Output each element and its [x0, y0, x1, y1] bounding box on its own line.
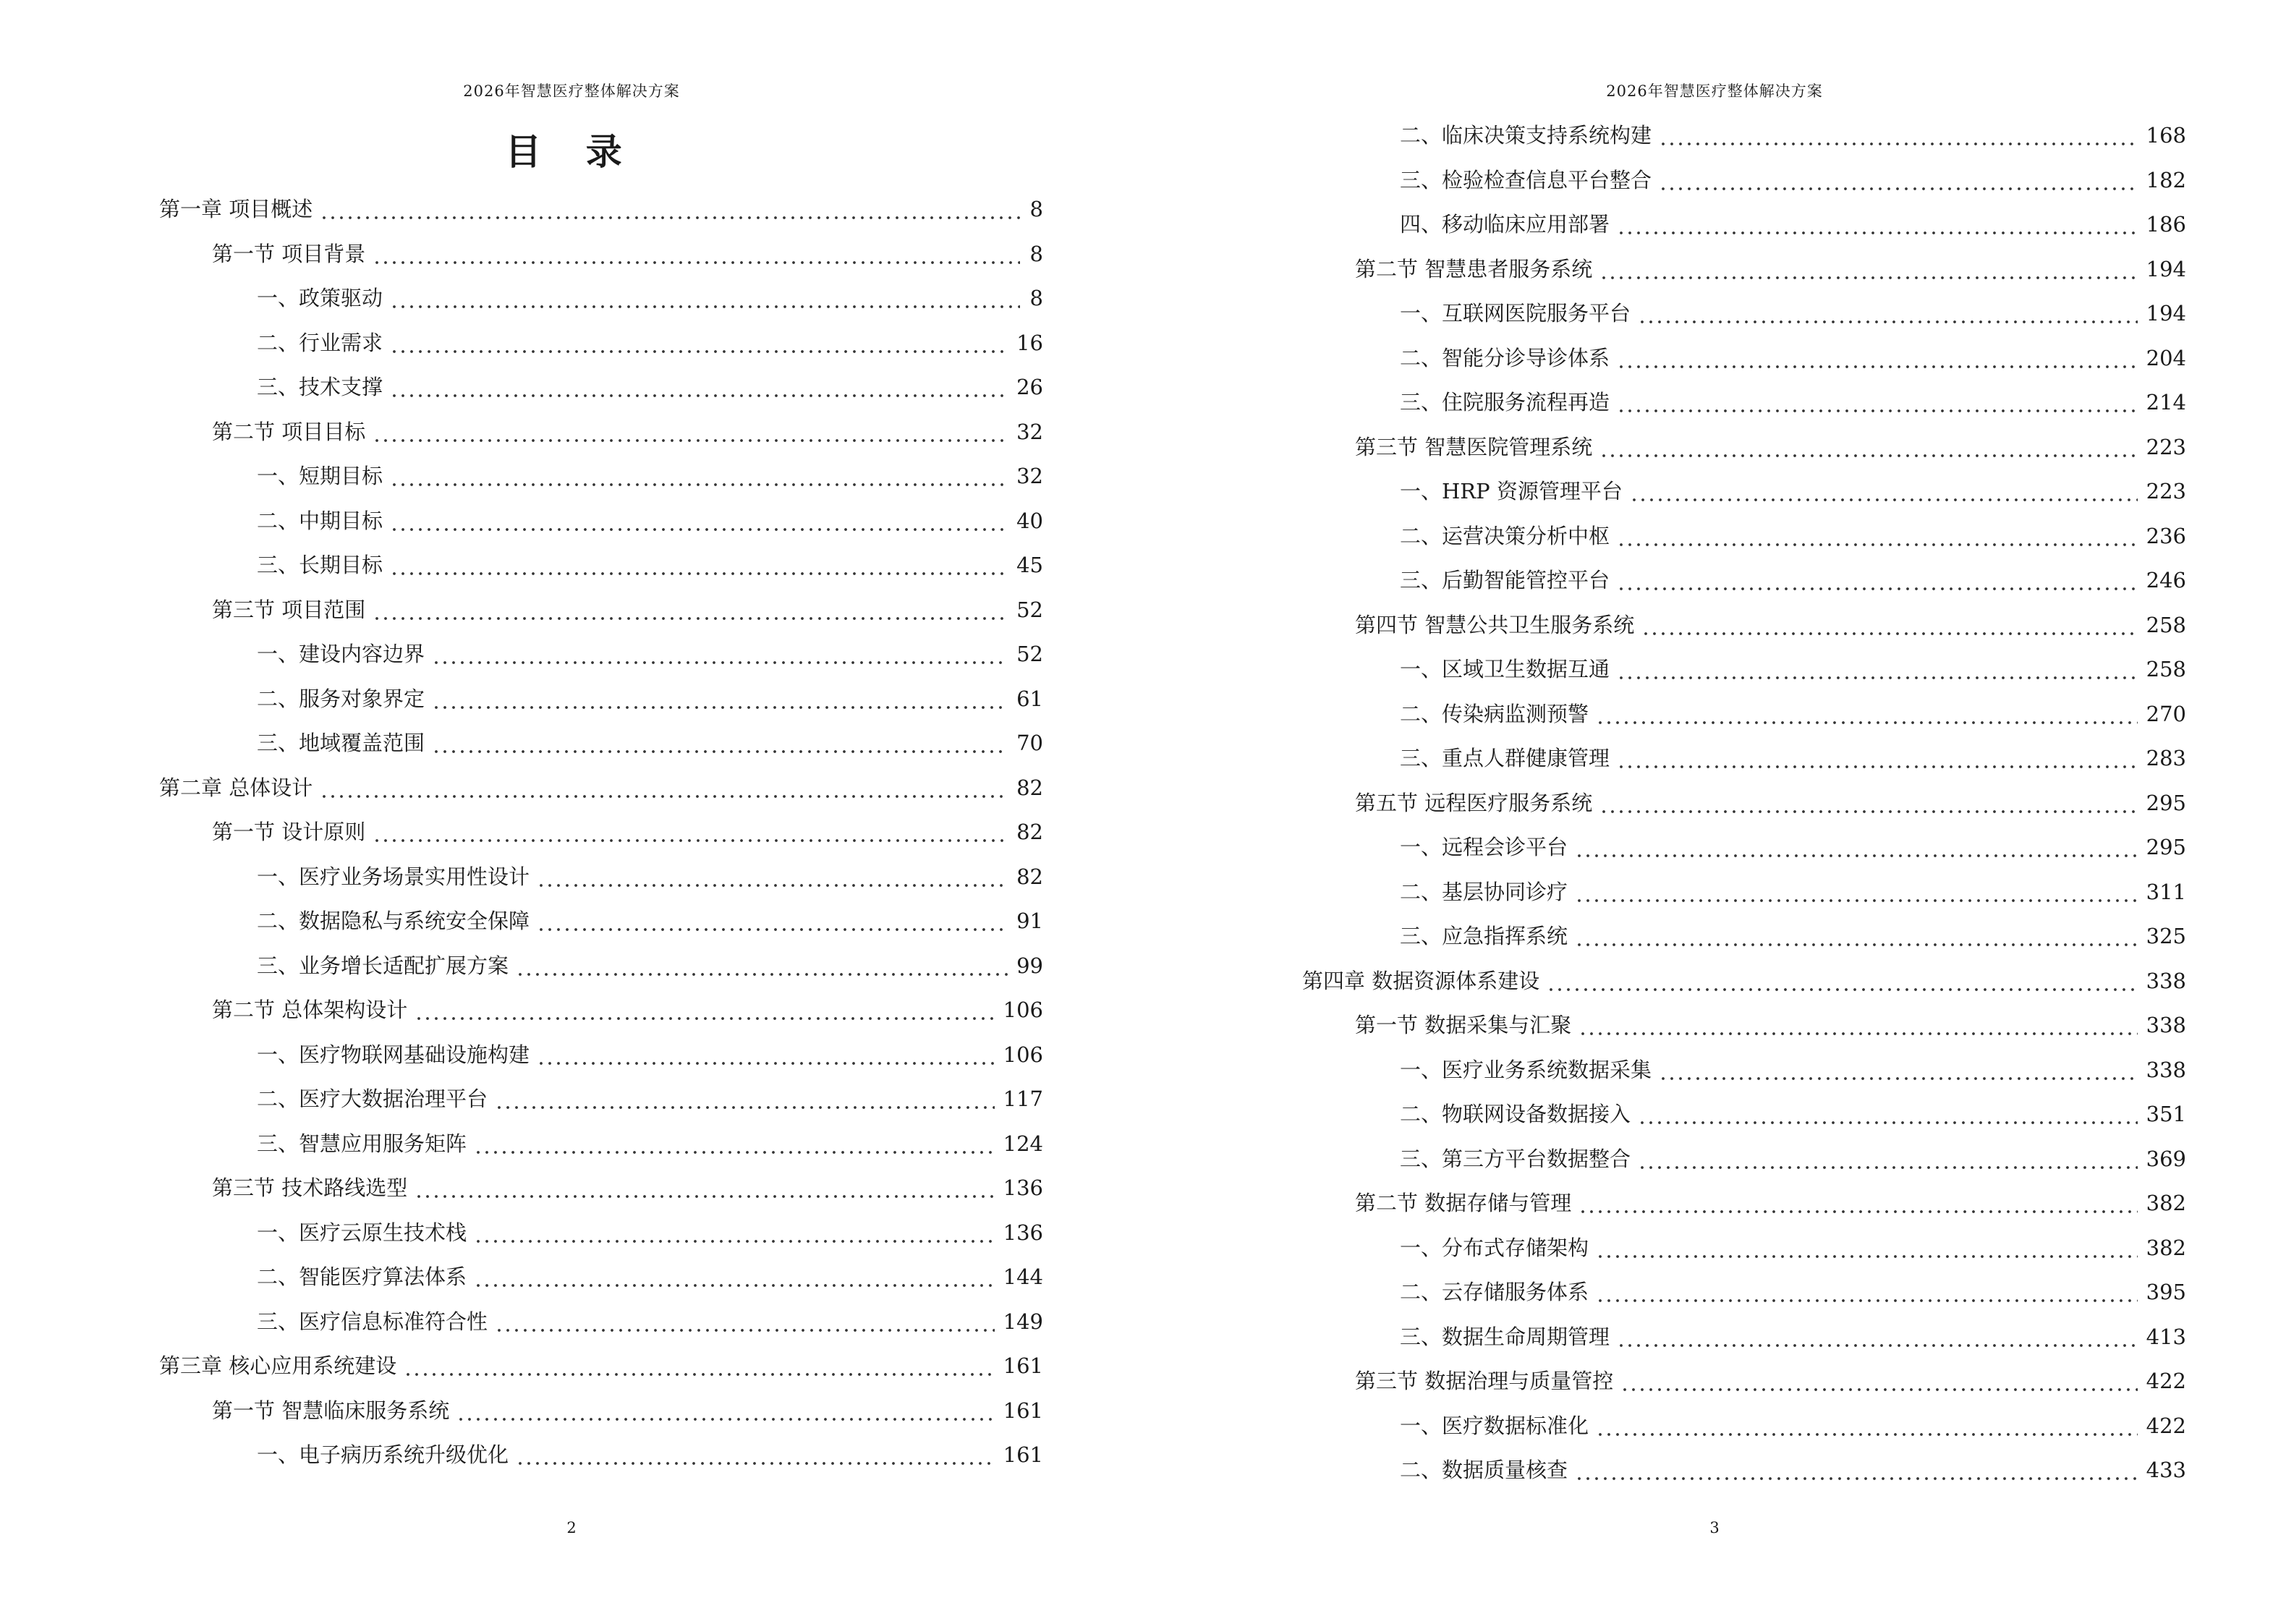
page-number: 3	[1709, 1519, 1720, 1536]
toc-entry-label: 三、技术支撑	[257, 375, 383, 400]
toc-entry-page-number: 70	[1016, 731, 1043, 756]
toc-entry-label: 二、物联网设备数据接入	[1400, 1102, 1631, 1127]
toc-entry-item[interactable]	[159, 499, 1043, 544]
dot-leader	[1599, 793, 2137, 814]
toc-entry-label: 一、医疗物联网基础设施构建	[257, 1042, 530, 1067]
toc-entry-label: 二、基层协同诊疗	[1400, 879, 1568, 904]
toc-entry-section[interactable]	[1302, 247, 2186, 292]
toc-entry-section[interactable]	[1302, 603, 2186, 648]
dot-leader	[516, 1445, 995, 1466]
toc-entry-page-number: 246	[2146, 568, 2186, 593]
toc-entry-label: 第二节 智慧患者服务系统	[1355, 256, 1593, 281]
dot-leader	[1620, 1371, 2137, 1392]
toc-entry-item[interactable]	[1302, 914, 2186, 959]
toc-entry-label: 二、智能分诊导诊体系	[1400, 345, 1610, 370]
toc-entry-label: 第五节 远程医疗服务系统	[1355, 790, 1593, 815]
dot-leader	[1617, 570, 2138, 591]
toc-entry-chapter[interactable]	[159, 1344, 1043, 1389]
toc-entry-label: 三、住院服务流程再造	[1400, 390, 1610, 415]
toc-entry-item[interactable]	[159, 1033, 1043, 1078]
page-number: 2	[566, 1519, 577, 1536]
toc-entry-label: 三、医疗信息标准符合性	[257, 1309, 488, 1334]
toc-entry-page-number: 136	[1003, 1220, 1043, 1245]
toc-entry-item[interactable]	[159, 1077, 1043, 1122]
toc-entry-page-number: 338	[2146, 968, 2186, 993]
toc-entry-page-number: 136	[1003, 1176, 1043, 1201]
dot-leader	[1617, 348, 2138, 369]
toc-entry-label: 二、传染病监测预警	[1400, 701, 1589, 726]
dot-leader	[1596, 1416, 2138, 1437]
toc-entry-item[interactable]	[1302, 647, 2186, 692]
toc-entry-label: 一、医疗业务系统数据采集	[1400, 1057, 1652, 1082]
toc-entry-section[interactable]	[1302, 781, 2186, 826]
toc-entry-section[interactable]	[159, 410, 1043, 455]
toc-entry-item[interactable]	[1302, 292, 2186, 336]
dot-leader	[1599, 437, 2137, 458]
dot-leader	[373, 822, 1008, 843]
toc-entry-page-number: 338	[2146, 1057, 2186, 1082]
toc-entry-label: 二、数据质量核查	[1400, 1458, 1568, 1483]
toc-entry-page-number: 82	[1016, 820, 1043, 845]
toc-entry-label: 三、地域覆盖范围	[257, 731, 425, 756]
running-header: 2026年智慧医疗整体解决方案	[1606, 82, 1823, 100]
toc-entry-label: 二、临床决策支持系统构建	[1400, 123, 1652, 148]
toc-entry-item[interactable]	[1302, 381, 2186, 425]
toc-entry-item[interactable]	[1302, 469, 2186, 514]
toc-entry-chapter[interactable]	[159, 187, 1043, 232]
dot-leader	[1578, 1193, 2137, 1214]
toc-entry-page-number: 258	[2146, 612, 2186, 637]
toc-entry-item[interactable]	[1302, 1048, 2186, 1093]
toc-entry-label: 一、医疗数据标准化	[1400, 1413, 1589, 1438]
dot-leader	[1617, 214, 2138, 235]
toc-entry-page-number: 91	[1016, 909, 1043, 934]
toc-entry-item[interactable]	[159, 1300, 1043, 1345]
toc-entry-label: 三、长期目标	[257, 553, 383, 578]
toc-entry-page-number: 283	[2146, 746, 2186, 771]
toc-entry-label: 一、医疗云原生技术栈	[257, 1220, 467, 1245]
toc-entry-label: 第三节 智慧医院管理系统	[1355, 434, 1593, 459]
toc-entry-page-number: 382	[2146, 1235, 2186, 1260]
toc-entry-label: 第二节 数据存储与管理	[1355, 1191, 1572, 1216]
toc-entry-page-number: 295	[2146, 835, 2186, 860]
toc-entry-label: 一、医疗业务场景实用性设计	[257, 864, 530, 889]
dot-leader	[1638, 1104, 2138, 1125]
dot-leader	[1599, 259, 2137, 280]
toc-entry-label: 二、服务对象界定	[257, 686, 425, 711]
toc-entry-label: 三、数据生命周期管理	[1400, 1324, 1610, 1349]
toc-entry-page-number: 161	[1003, 1442, 1043, 1468]
toc-entry-page-number: 117	[1003, 1087, 1043, 1112]
toc-entry-page-number: 413	[2146, 1324, 2186, 1349]
toc-entry-item[interactable]	[1302, 558, 2186, 603]
toc-entry-label: 第三节 项目范围	[212, 597, 366, 622]
toc-entry-page-number: 45	[1016, 553, 1043, 578]
toc-entry-label: 第三节 数据治理与质量管控	[1355, 1369, 1614, 1394]
toc-entry-label: 一、远程会诊平台	[1400, 835, 1568, 860]
toc-entry-page-number: 106	[1003, 998, 1043, 1023]
toc-entry-item[interactable]	[159, 365, 1043, 410]
toc-entry-item[interactable]	[159, 1122, 1043, 1167]
dot-leader	[1617, 659, 2138, 680]
dot-leader	[1575, 926, 2138, 947]
dot-leader	[373, 600, 1008, 621]
dot-leader	[432, 733, 1008, 754]
toc-entry-page-number: 214	[2146, 390, 2186, 415]
dot-leader	[415, 1178, 994, 1199]
toc-entry-label: 第三节 技术路线选型	[212, 1176, 408, 1201]
toc-entry-item[interactable]	[1302, 1137, 2186, 1182]
toc-entry-page-number: 16	[1016, 330, 1043, 355]
toc-entry-label: 第二章 总体设计	[159, 775, 313, 800]
toc-entry-page-number: 325	[2146, 924, 2186, 949]
toc-entry-chapter[interactable]	[159, 766, 1043, 811]
toc-entry-item[interactable]	[159, 855, 1043, 900]
toc-entry-label: 二、运营决策分析中枢	[1400, 523, 1610, 548]
toc-entry-page-number: 52	[1016, 642, 1043, 667]
dot-leader	[1659, 125, 2138, 146]
toc-entry-page-number: 182	[2146, 167, 2186, 192]
toc-entry-item[interactable]	[1302, 514, 2186, 559]
toc-entry-page-number: 82	[1016, 864, 1043, 889]
toc-entry-label: 第一节 数据采集与汇聚	[1355, 1013, 1572, 1038]
toc-entry-page-number: 8	[1029, 197, 1043, 222]
toc-entry-label: 一、HRP 资源管理平台	[1400, 479, 1623, 504]
dot-leader	[474, 1134, 995, 1155]
toc-entry-page-number: 295	[2146, 790, 2186, 815]
toc-entry-section[interactable]	[159, 1166, 1043, 1211]
toc-entry-label: 二、医疗大数据治理平台	[257, 1087, 488, 1112]
toc-entry-section[interactable]	[1302, 1003, 2186, 1048]
toc-entry-item[interactable]	[1302, 203, 2186, 247]
toc-entry-page-number: 382	[2146, 1191, 2186, 1216]
toc-entry-label: 三、第三方平台数据整合	[1400, 1146, 1631, 1171]
toc-entry-item[interactable]	[1302, 870, 2186, 915]
toc-entry-section[interactable]	[159, 988, 1043, 1033]
dot-leader	[404, 1356, 994, 1377]
toc-entry-page-number: 52	[1016, 597, 1043, 622]
toc-entry-page-number: 144	[1003, 1264, 1043, 1290]
toc-entry-label: 二、数据隐私与系统安全保障	[257, 909, 530, 934]
toc-entry-page-number: 194	[2146, 301, 2186, 326]
toc-entry-page-number: 311	[2146, 879, 2186, 904]
dot-leader	[1638, 1149, 2138, 1170]
toc-entry-label: 第二节 总体架构设计	[212, 998, 408, 1023]
dot-leader	[390, 333, 1008, 354]
toc-entry-label: 一、互联网医院服务平台	[1400, 301, 1631, 326]
toc-entry-page-number: 106	[1003, 1042, 1043, 1067]
toc-entry-label: 一、政策驱动	[257, 286, 383, 311]
toc-entry-item[interactable]	[1302, 1092, 2186, 1137]
toc-entry-item[interactable]	[1302, 1448, 2186, 1493]
dot-leader	[1578, 1015, 2137, 1036]
toc-entry-item[interactable]	[1302, 1315, 2186, 1360]
toc-entry-item[interactable]	[159, 276, 1043, 321]
dot-leader	[390, 511, 1008, 532]
dot-leader	[1575, 882, 2138, 903]
dot-leader	[1596, 1238, 2138, 1259]
dot-leader	[537, 911, 1008, 932]
dot-leader	[1617, 526, 2138, 547]
toc-heading: 目 录	[505, 130, 638, 173]
toc-entry-item[interactable]	[1302, 158, 2186, 203]
toc-entry-page-number: 161	[1003, 1353, 1043, 1379]
dot-leader	[495, 1311, 995, 1332]
toc-entry-label: 一、分布式存储架构	[1400, 1235, 1589, 1260]
toc-entry-item[interactable]	[1302, 114, 2186, 158]
dot-leader	[495, 1089, 995, 1110]
toc-entry-page-number: 433	[2146, 1458, 2186, 1483]
toc-entry-label: 三、应急指挥系统	[1400, 924, 1568, 949]
toc-entry-section[interactable]	[159, 810, 1043, 855]
dot-leader	[415, 1000, 994, 1021]
toc-entry-label: 四、移动临床应用部署	[1400, 212, 1610, 237]
dot-leader	[456, 1400, 994, 1421]
toc-entry-label: 二、智能医疗算法体系	[257, 1264, 467, 1290]
dot-leader	[432, 689, 1008, 710]
dot-leader	[1617, 392, 2138, 413]
toc-list-left	[159, 187, 1043, 1478]
toc-entry-page-number: 422	[2146, 1413, 2186, 1438]
dot-leader	[1617, 1327, 2138, 1348]
toc-entry-label: 二、行业需求	[257, 330, 383, 355]
toc-entry-page-number: 32	[1016, 464, 1043, 489]
toc-entry-label: 三、智慧应用服务矩阵	[257, 1131, 467, 1156]
toc-entry-item[interactable]	[159, 1255, 1043, 1300]
toc-entry-page-number: 26	[1016, 375, 1043, 400]
dot-leader	[390, 466, 1008, 487]
toc-entry-section[interactable]	[159, 1389, 1043, 1434]
toc-entry-item[interactable]	[1302, 1270, 2186, 1315]
dot-leader	[1617, 748, 2138, 769]
toc-entry-label: 第三章 核心应用系统建设	[159, 1353, 397, 1379]
toc-entry-page-number: 223	[2146, 479, 2186, 504]
toc-entry-page-number: 149	[1003, 1309, 1043, 1334]
toc-entry-page-number: 422	[2146, 1369, 2186, 1394]
toc-entry-item[interactable]	[159, 632, 1043, 677]
toc-entry-page-number: 168	[2146, 123, 2186, 148]
toc-entry-item[interactable]	[159, 721, 1043, 766]
toc-entry-page-number: 223	[2146, 434, 2186, 459]
dot-leader	[516, 956, 1008, 977]
toc-entry-chapter[interactable]	[1302, 959, 2186, 1004]
toc-entry-item[interactable]	[159, 1433, 1043, 1478]
dot-leader	[1547, 971, 2137, 992]
toc-entry-section[interactable]	[1302, 1359, 2186, 1404]
toc-entry-item[interactable]	[1302, 1226, 2186, 1271]
dot-leader	[1641, 615, 2137, 636]
dot-leader	[320, 199, 1020, 220]
toc-entry-page-number: 99	[1016, 953, 1043, 978]
toc-entry-page-number: 204	[2146, 345, 2186, 370]
toc-entry-page-number: 8	[1029, 241, 1043, 266]
toc-entry-label: 第一章 项目概述	[159, 197, 313, 222]
dot-leader	[1575, 837, 2138, 858]
toc-entry-page-number: 40	[1016, 508, 1043, 533]
toc-entry-label: 第四节 智慧公共卫生服务系统	[1355, 612, 1635, 637]
toc-entry-label: 三、重点人群健康管理	[1400, 746, 1610, 771]
toc-entry-label: 二、云存储服务体系	[1400, 1280, 1589, 1305]
running-header: 2026年智慧医疗整体解决方案	[463, 82, 680, 100]
dot-leader	[537, 867, 1008, 888]
dot-leader	[1659, 170, 2138, 191]
toc-entry-item[interactable]	[159, 677, 1043, 722]
toc-entry-page-number: 258	[2146, 657, 2186, 682]
toc-entry-page-number: 61	[1016, 686, 1043, 711]
toc-list-right	[1302, 114, 2186, 1493]
toc-entry-item[interactable]	[159, 543, 1043, 588]
dot-leader	[1575, 1460, 2138, 1481]
toc-entry-item[interactable]	[1302, 692, 2186, 737]
toc-entry-item[interactable]	[159, 944, 1043, 989]
toc-entry-label: 一、区域卫生数据互通	[1400, 657, 1610, 682]
toc-entry-item[interactable]	[159, 1211, 1043, 1256]
toc-entry-label: 一、建设内容边界	[257, 642, 425, 667]
toc-entry-label: 三、后勤智能管控平台	[1400, 568, 1610, 593]
dot-leader	[1638, 303, 2138, 324]
dot-leader	[320, 778, 1008, 799]
toc-entry-item[interactable]	[1302, 825, 2186, 870]
dot-leader	[1596, 704, 2138, 725]
toc-entry-label: 三、检验检查信息平台整合	[1400, 167, 1652, 192]
toc-entry-section[interactable]	[1302, 1181, 2186, 1226]
toc-entry-item[interactable]	[1302, 1404, 2186, 1449]
toc-entry-section[interactable]	[159, 232, 1043, 277]
toc-entry-page-number: 124	[1003, 1131, 1043, 1156]
dot-leader	[373, 422, 1008, 443]
toc-entry-page-number: 161	[1003, 1398, 1043, 1423]
dot-leader	[390, 377, 1008, 398]
toc-entry-page-number: 236	[2146, 523, 2186, 548]
dot-leader	[390, 288, 1020, 309]
toc-entry-item[interactable]	[1302, 736, 2186, 781]
toc-entry-page-number: 338	[2146, 1013, 2186, 1038]
toc-entry-label: 一、短期目标	[257, 464, 383, 489]
toc-entry-label: 二、中期目标	[257, 508, 383, 533]
toc-entry-page-number: 194	[2146, 256, 2186, 281]
toc-entry-label: 第一节 智慧临床服务系统	[212, 1398, 450, 1423]
toc-entry-label: 三、业务增长适配扩展方案	[257, 953, 509, 978]
dot-leader	[1659, 1060, 2138, 1081]
toc-entry-page-number: 32	[1016, 419, 1043, 444]
toc-entry-page-number: 351	[2146, 1102, 2186, 1127]
toc-entry-item[interactable]	[159, 321, 1043, 366]
toc-entry-page-number: 369	[2146, 1146, 2186, 1171]
toc-entry-item[interactable]	[159, 454, 1043, 499]
toc-entry-label: 第四章 数据资源体系建设	[1302, 968, 1540, 993]
toc-entry-item[interactable]	[159, 899, 1043, 944]
dot-leader	[373, 244, 1020, 265]
toc-entry-page-number: 82	[1016, 775, 1043, 800]
toc-entry-page-number: 8	[1029, 286, 1043, 311]
toc-entry-label: 第二节 项目目标	[212, 419, 366, 444]
toc-entry-label: 第一节 设计原则	[212, 820, 366, 845]
dot-leader	[390, 555, 1008, 576]
dot-leader	[1596, 1282, 2138, 1303]
toc-entry-section[interactable]	[159, 588, 1043, 633]
dot-leader	[474, 1223, 995, 1243]
toc-entry-page-number: 395	[2146, 1280, 2186, 1305]
toc-entry-page-number: 186	[2146, 212, 2186, 237]
toc-entry-item[interactable]	[1302, 336, 2186, 381]
dot-leader	[537, 1045, 995, 1066]
toc-entry-label: 第一节 项目背景	[212, 241, 366, 266]
dot-leader	[1630, 481, 2138, 502]
dot-leader	[432, 644, 1008, 665]
toc-entry-page-number: 270	[2146, 701, 2186, 726]
dot-leader	[474, 1267, 995, 1288]
toc-entry-label: 一、电子病历系统升级优化	[257, 1442, 509, 1468]
toc-entry-section[interactable]	[1302, 425, 2186, 470]
